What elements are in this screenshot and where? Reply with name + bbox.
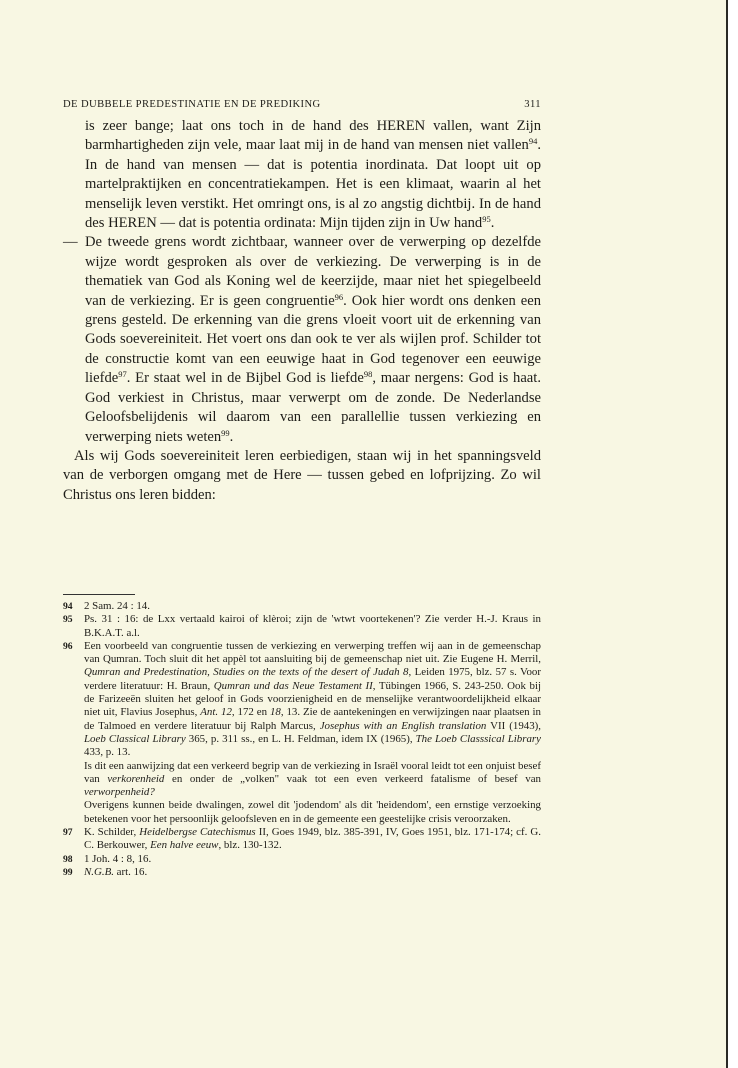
text-run: VII (1943), <box>486 719 542 732</box>
footnote-99 <box>63 866 541 879</box>
footnote-number: 94 <box>63 601 73 612</box>
footnote-text <box>84 640 541 760</box>
footnote-95 <box>63 613 541 640</box>
text-run: , blz. 130-132. <box>218 839 282 852</box>
book-title: Loeb Classical Library <box>84 732 186 745</box>
footnote-ref-99[interactable]: 99 <box>221 427 230 438</box>
footnote-text <box>84 760 541 800</box>
book-title: Ant. 12 <box>200 706 232 719</box>
dash-marker: — <box>63 234 78 251</box>
footnote-94 <box>63 600 541 613</box>
footnote-text <box>84 826 541 853</box>
footnote-number: 99 <box>63 866 73 878</box>
text-run: 365, p. 311 ss., en L. H. Feldman, idem IX (1965), <box>185 732 416 745</box>
footnote-text: 1 Joh. 4 : 8, 16. <box>84 852 152 865</box>
paragraph-sovereignty: Als wij Gods soevereiniteit leren eerbiedigen, staan wij in het spanningsveld van de verborgen omgang met de Here — tussen gebed en lofprijzing. Zo wil Christus ons leren bidden: <box>63 447 541 503</box>
text-run: Een voorbeeld van congruentie tussen de verkiezing en verwerping treffen wij aan in de gemeenschap van Qumran. Toch sluit dit het appèl tot aansluiting bij de gemeenschap niet uit. Zie Eugene H. Merril, <box>84 639 541 666</box>
text-run: art. 16. <box>113 865 148 878</box>
footnote-number: 96 <box>63 640 73 652</box>
footnote-ref-97[interactable]: 97 <box>118 369 127 380</box>
footnote-text: Overigens kunnen beide dwalingen, zowel dit 'jodendom' als dit 'heidendom', een ernstige verzoeking betekenen voor het persoonlijk geloofsleven en in de gemeente een geestelijke crisis veroorzaken. <box>84 799 541 825</box>
text-run: . <box>229 428 234 445</box>
paragraph-second-boundary <box>63 233 541 446</box>
running-title: DE DUBBELE PREDESTINATIE EN DE PREDIKING <box>63 99 321 110</box>
book-title: Qumran and Predestination, Studies on the texts of the desert of Judah 8 <box>84 666 409 679</box>
text-run: . Er staat wel in de Bijbel God is liefde <box>126 370 364 387</box>
text-run: . Ook hier wordt ons denken een grens gesteld. De erkenning van die grens vloeit voort uit de erkenning van Gods soevereiniteit. Het voert ons dan ook te ver als wijlen prof. Schilder tot de constructie komt van een eeuwige haat in God tegenover een eeuwige liefde <box>85 292 541 387</box>
book-title: N.G.B. <box>84 865 114 878</box>
text-run: , Leiden 1975, blz. 57 s. Voor verdere literatuur: H. Braun, <box>84 666 541 692</box>
footnote-ref-96[interactable]: 96 <box>334 291 344 302</box>
text-run: en onder de „volken" vaak tot een even verkeerd fatalisme of besef van <box>164 772 541 785</box>
book-title: The Loeb Classsical Library <box>415 732 541 745</box>
main-text <box>63 117 541 505</box>
text-run: . In de hand van mensen — dat is potentia inordinata. Dat loopt uit op martelpraktijken en concentratiekampen. Het is een klimaat, waarin al het menselijk leven verstikt. Het omringt ons, is al zo angstig dichtbij. In de hand des HEREN — dat is potentia ordinata: Mijn tijden zijn in Uw hand <box>85 137 541 232</box>
book-title: Josephus with an English translation <box>319 719 487 732</box>
text-run: . <box>490 215 495 232</box>
footnote-96 <box>63 640 541 826</box>
footnote-97 <box>63 826 541 853</box>
footnote-divider <box>63 594 135 595</box>
page-number: 311 <box>524 99 541 110</box>
footnote-ref-94[interactable]: 94 <box>528 136 538 147</box>
text-run: is zeer bange; laat ons toch in de hand des HEREN vallen, want Zijn barmhartigheden zijn vele, maar laat mij in de hand van mensen niet vallen <box>85 118 541 154</box>
emphasis: verworpenheid? <box>84 786 155 799</box>
emphasis: verkorenheid <box>107 772 165 785</box>
footnote-text <box>84 866 541 879</box>
footnote-number: 95 <box>63 614 73 626</box>
footnote-number: 98 <box>63 853 73 865</box>
text-run: De tweede grens wordt zichtbaar, wanneer over de verwerping op dezelfde wijze wordt gesproken als over de verkiezing. De verwerping is in de thematiek van God als Koning wel de keerzijde, maar niet het spiegelbeeld van de verkiezing. Er is geen congruentie <box>85 234 541 309</box>
footnote-text: Ps. 31 : 16: de Lxx vertaald kairoi of klèroi; zijn de 'wtwt voortekenen'? Zie verder H.-J. Kraus in B.K.A.T. a.l. <box>84 613 541 639</box>
paragraph-quote-continuation <box>63 117 541 233</box>
scan-edge <box>726 0 728 1068</box>
running-header <box>63 99 541 113</box>
book-title: 18 <box>269 706 281 719</box>
footnote-ref-98[interactable]: 98 <box>363 369 373 380</box>
text-run: , 13. Zie de aantekeningen en verwijzingen naar plaatsen in de Talmoed en verdere literatuur bij Ralph Marcus, <box>84 706 541 732</box>
footnotes <box>63 600 541 879</box>
book-title: Heidelbergse Catechismus <box>139 826 256 839</box>
footnote-text: 2 Sam. 24 : 14. <box>84 600 150 612</box>
footnote-98 <box>63 853 541 866</box>
footnote-ref-95[interactable]: 95 <box>482 214 491 225</box>
text-run: , Tübingen 1966, S. 243-250. Ook bij de Farizeeën sluiten het geloof in Gods voorzienigheid en de menselijke verantwoordelijkheid elkaar niet uit, Flavius Josephus, <box>84 679 541 719</box>
footnote-number: 97 <box>63 827 73 839</box>
text-run: K. Schilder, <box>84 826 140 839</box>
book-title: Een halve eeuw <box>150 839 219 852</box>
text-run: 433, p. 13. <box>84 746 131 759</box>
text-run: , maar nergens: God is haat. God verkiest in Christus, maar verwerpt om de zonde. De Nederlandse Geloofsbelijdenis wil daarom van een parallellie tussen verkiezing en verwerping niets weten <box>85 370 541 445</box>
text-run: Is dit een aanwijzing dat een verkeerd begrip van de verkiezing in Israël vooral leidt tot een onjuist besef van <box>84 759 541 785</box>
text-run: II, Goes 1949, blz. 385-391, IV, Goes 1951, blz. 171-174; cf. G. C. Berkouwer, <box>84 826 541 852</box>
book-title: Qumran und das Neue Testament II <box>213 679 373 692</box>
text-run: , 172 en <box>231 706 270 719</box>
